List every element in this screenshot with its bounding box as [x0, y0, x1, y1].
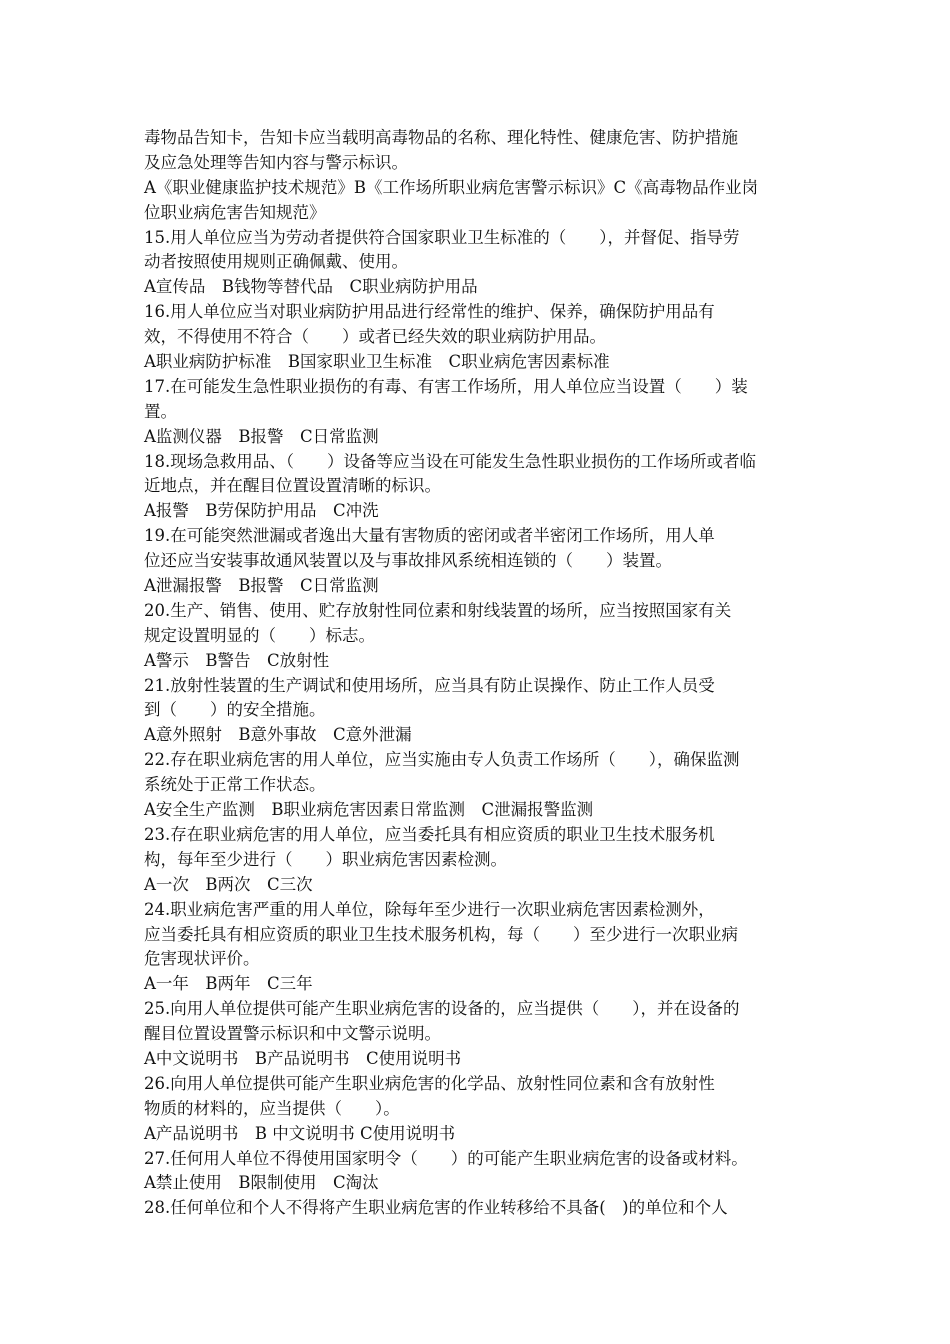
text-line: 17.在可能发生急性职业损伤的有毒、有害工作场所，用人单位应当设置（ ）装	[144, 376, 748, 396]
text-line: 26.向用人单位提供可能产生职业病危害的化学品、放射性同位素和含有放射性	[144, 1073, 715, 1093]
text-line: 27.任何用人单位不得使用国家明令（ ）的可能产生职业病危害的设备或材料。	[144, 1148, 748, 1168]
text-line: 到（ ）的安全措施。	[144, 700, 326, 720]
text-line: 23.存在职业病危害的用人单位，应当委托具有相应资质的职业卫生技术服务机	[144, 824, 715, 844]
text-line: A产品说明书 B 中文说明书 C使用说明书	[144, 1123, 456, 1143]
text-line: 24.职业病危害严重的用人单位，除每年至少进行一次职业病危害因素检测外，	[144, 899, 715, 919]
text-line: A报警 B劳保防护用品 C冲洗	[144, 501, 379, 521]
text-line: 20.生产、销售、使用、贮存放射性同位素和射线装置的场所，应当按照国家有关	[144, 600, 732, 620]
text-line: 22.存在职业病危害的用人单位，应当实施由专人负责工作场所（ ），确保监测	[144, 750, 740, 770]
text-line: 及应急处理等告知内容与警示标识。	[144, 152, 408, 172]
text-line: 近地点，并在醒目位置设置清晰的标识。	[144, 476, 441, 496]
text-line: A中文说明书 B产品说明书 C使用说明书	[144, 1048, 462, 1068]
text-line: 置。	[144, 401, 177, 421]
text-line: 25.向用人单位提供可能产生职业病危害的设备的，应当提供（ ），并在设备的	[144, 999, 740, 1019]
text-line: 位还应当安装事故通风装置以及与事故排风系统相连锁的（ ）装置。	[144, 551, 672, 571]
text-line: 位职业病危害告知规范》	[144, 202, 326, 222]
text-line: 21.放射性装置的生产调试和使用场所，应当具有防止误操作、防止工作人员受	[144, 675, 715, 695]
text-line: 危害现状评价。	[144, 949, 260, 969]
text-line: A一次 B两次 C三次	[144, 874, 313, 894]
text-line: A职业病防护标准 B国家职业卫生标准 C职业病危害因素标准	[144, 352, 610, 372]
text-line: A监测仪器 B报警 C日常监测	[144, 426, 379, 446]
text-line: 物质的材料的，应当提供（ ）。	[144, 1098, 400, 1118]
text-line: 16.用人单位应当对职业病防护用品进行经常性的维护、保养，确保防护用品有	[144, 302, 715, 322]
text-line: 19.在可能突然泄漏或者逸出大量有害物质的密闭或者半密闭工作场所，用人单	[144, 526, 715, 546]
text-line: 效，不得使用不符合（ ）或者已经失效的职业病防护用品。	[144, 327, 606, 347]
text-line: A禁止使用 B限制使用 C淘汰	[144, 1173, 379, 1193]
text-line: 构，每年至少进行（ ）职业病危害因素检测。	[144, 849, 507, 869]
text-line: 规定设置明显的（ ）标志。	[144, 625, 375, 645]
text-line: 15.用人单位应当为劳动者提供符合国家职业卫生标准的（ ），并督促、指导劳	[144, 227, 740, 247]
document-body	[144, 126, 808, 1221]
text-line: 28.任何单位和个人不得将产生职业病危害的作业转移给不具备( )的单位和个人	[144, 1198, 728, 1218]
text-line: A宣传品 B钱物等替代品 C职业病防护用品	[144, 277, 478, 297]
text-line: A泄漏报警 B报警 C日常监测	[144, 576, 379, 596]
text-line: 毒物品告知卡，告知卡应当载明高毒物品的名称、理化特性、健康危害、防护措施	[144, 128, 738, 147]
text-line: A安全生产监测 B职业病危害因素日常监测 C泄漏报警监测	[144, 800, 594, 820]
text-line: A《职业健康监护技术规范》B《工作场所职业病危害警示标识》C《高毒物品作业岗	[144, 177, 759, 197]
text-line: 18.现场急救用品、（ ）设备等应当设在可能发生急性职业损伤的工作场所或者临	[144, 451, 756, 471]
text-line: A意外照射 B意外事故 C意外泄漏	[144, 725, 412, 745]
text-line: 系统处于正常工作状态。	[144, 775, 326, 795]
text-line: A一年 B两年 C三年	[144, 974, 313, 994]
text-line: 动者按照使用规则正确佩戴、使用。	[144, 252, 408, 272]
text-line: 应当委托具有相应资质的职业卫生技术服务机构，每（ ）至少进行一次职业病	[144, 924, 738, 944]
text-line: A警示 B警告 C放射性	[144, 650, 330, 670]
text-line: 醒目位置设置警示标识和中文警示说明。	[144, 1024, 441, 1044]
